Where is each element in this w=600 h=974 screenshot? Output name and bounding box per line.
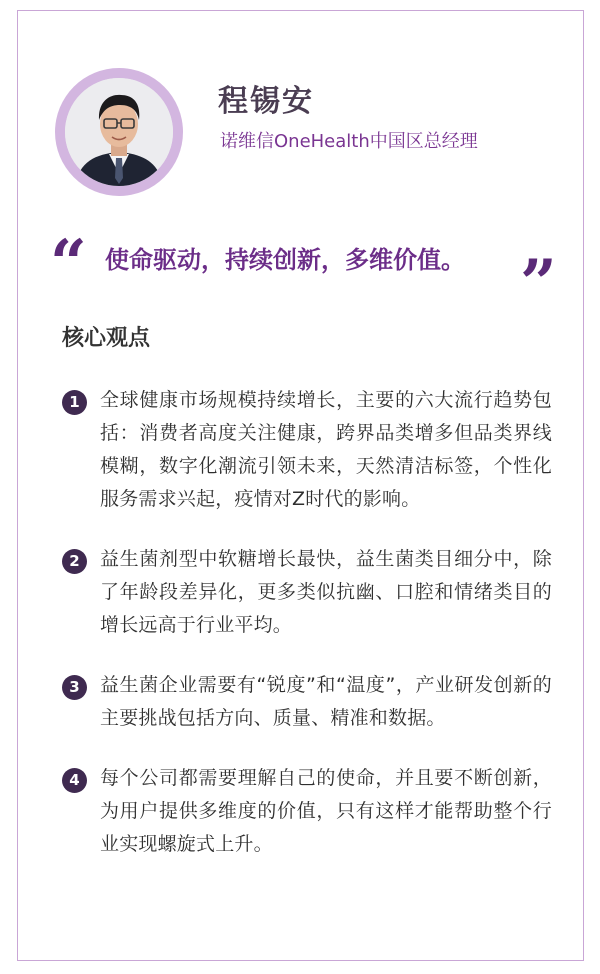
point-text: 益生菌企业需要有“锐度”和“温度”，产业研发创新的主要挑战包括方向、质量、精准和数据。 xyxy=(100,674,552,729)
quote-text: 使命驱动，持续创新，多维价值。 xyxy=(105,246,465,274)
point-text: 益生菌剂型中软糖增长最快，益生菌类目细分中，除了年龄段差异化，更多类似抗幽、口腔和情绪类目的增长远高于行业平均。 xyxy=(100,548,552,636)
speaker-title: 诺维信OneHealth中国区总经理 xyxy=(220,131,478,152)
number-badge: 4 xyxy=(62,768,87,793)
list-item xyxy=(62,384,552,516)
list-item xyxy=(62,543,552,642)
section-title: 核心观点 xyxy=(62,326,151,351)
number-badge: 3 xyxy=(62,675,87,700)
number-badge: 1 xyxy=(62,390,87,415)
list-item xyxy=(62,762,552,861)
number-badge: 2 xyxy=(62,549,87,574)
list-item xyxy=(62,669,552,735)
open-quote-icon: “ xyxy=(50,226,87,301)
speaker-name: 程锡安 xyxy=(218,84,314,119)
key-points-list xyxy=(62,384,552,888)
point-text: 每个公司都需要理解自己的使命，并且要不断创新，为用户提供多维度的价值，只有这样才能帮助整个行业实现螺旋式上升。 xyxy=(100,767,552,855)
point-text: 全球健康市场规模持续增长，主要的六大流行趋势包括：消费者高度关注健康，跨界品类增多但品类界线模糊，数字化潮流引领未来，天然清洁标签，个性化服务需求兴起，疫情对Z时代的影响。 xyxy=(100,389,552,510)
person-portrait-icon xyxy=(65,78,173,186)
avatar xyxy=(65,78,173,186)
close-quote-icon: ” xyxy=(520,246,557,321)
